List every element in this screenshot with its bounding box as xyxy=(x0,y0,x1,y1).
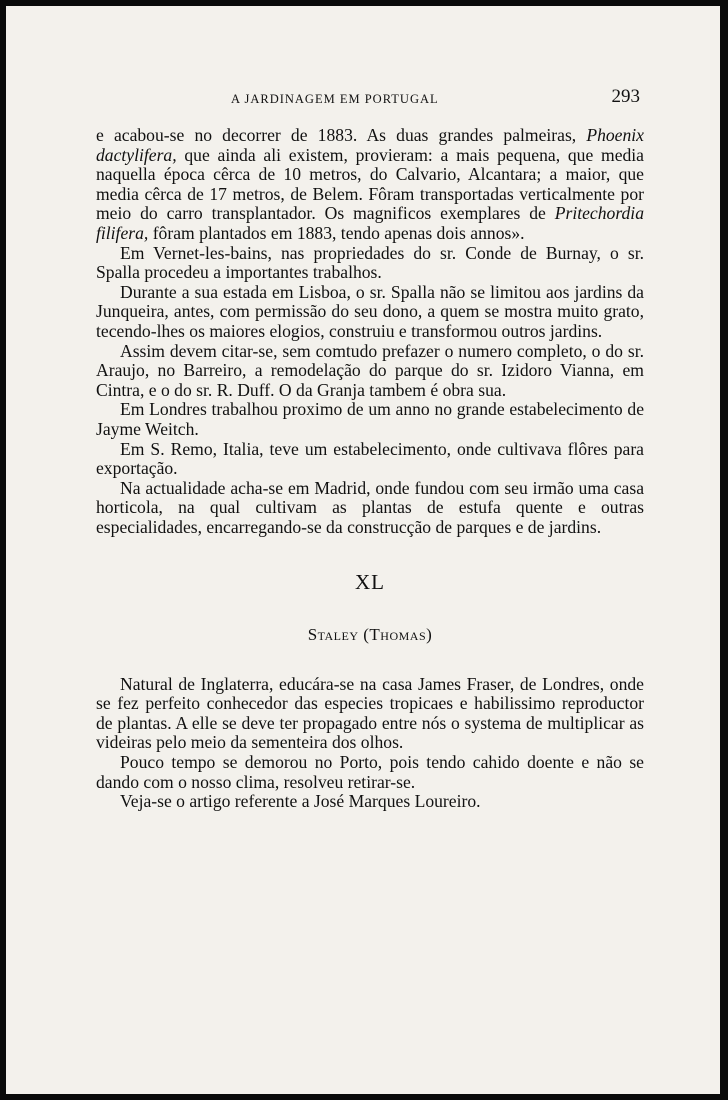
paragraph: Em Vernet-les-bains, nas propriedades do sr. Conde de Burnay, o sr. Spalla procedeu a importantes trabalhos. xyxy=(96,242,644,283)
paragraph: Em Londres trabalhou proximo de um anno no grande estabelecimento de Jayme Weitch. xyxy=(96,399,644,439)
body-text xyxy=(96,126,644,812)
page-header xyxy=(96,86,640,110)
paragraph: Na actualidade acha-se em Madrid, onde fundou com seu irmão uma casa horticola, na qual cultivam as plantas de estufa quente e outras especialidades, encarregando-se da construcção de parques e de jardins. xyxy=(96,477,644,537)
section-number: XL xyxy=(355,570,385,595)
paragraph: Assim devem citar-se, sem comtudo prefazer o numero completo, o do sr. Araujo, no Barreiro, a remodelação do parque do sr. Izidoro Vianna, em Cintra, e o do sr. R. Duff. O da Granja tambem é obra sua. xyxy=(96,340,644,400)
species-name: Phoenix dactylifera, xyxy=(96,125,644,165)
text-run: e acabou-se no decorrer de 1883. As duas grandes palmeiras, xyxy=(96,125,587,145)
paragraph: Durante a sua estada em Lisboa, o sr. Spalla não se limitou aos jardins da Junqueira, antes, com permissão do seu dono, a quem se mostra muito grato, tecendo-lhes os maiores elogios, construiu e transformou outros jardins. xyxy=(96,281,644,341)
paragraph: Pouco tempo se demorou no Porto, pois tendo cahido doente e não se dando com o nosso clima, resolveu retirar-se. xyxy=(96,752,644,792)
paragraph: Veja-se o artigo referente a José Marques Loureiro. xyxy=(120,791,481,812)
running-title: A JARDINAGEM EM PORTUGAL xyxy=(231,92,439,106)
paragraph: Em S. Remo, Italia, teve um estabelecimento, onde cultivava flôres para exportação. xyxy=(96,438,644,479)
paragraph: Natural de Inglaterra, educára-se na casa James Fraser, de Londres, onde se fez perfeito conhecedor das especies tropicaes e habilissimo reproductor de plantas. A elle se deve ter propagado entre nós o systema de multiplicar as videiras pelo meio da sementeira dos olhos. xyxy=(96,673,644,753)
species-name: Pritechordia filifera, xyxy=(96,203,644,243)
text-run: que ainda ali existem, provieram: a mais pequena, que media naquella época cêrca de 10 metros, do Calvario, Alcantara; a maior, que media cêrca de 17 metros, de Belem. Fôram transportadas verticalmente por meio do carro transplantador. Os magnificos exemplares de xyxy=(96,144,644,224)
text-run: fôram plantados em 1883, tendo apenas dois annos». xyxy=(148,222,525,243)
section-title: Staley (Thomas) xyxy=(307,625,433,645)
page-number: 293 xyxy=(611,86,640,107)
paragraph-continued xyxy=(96,126,644,244)
